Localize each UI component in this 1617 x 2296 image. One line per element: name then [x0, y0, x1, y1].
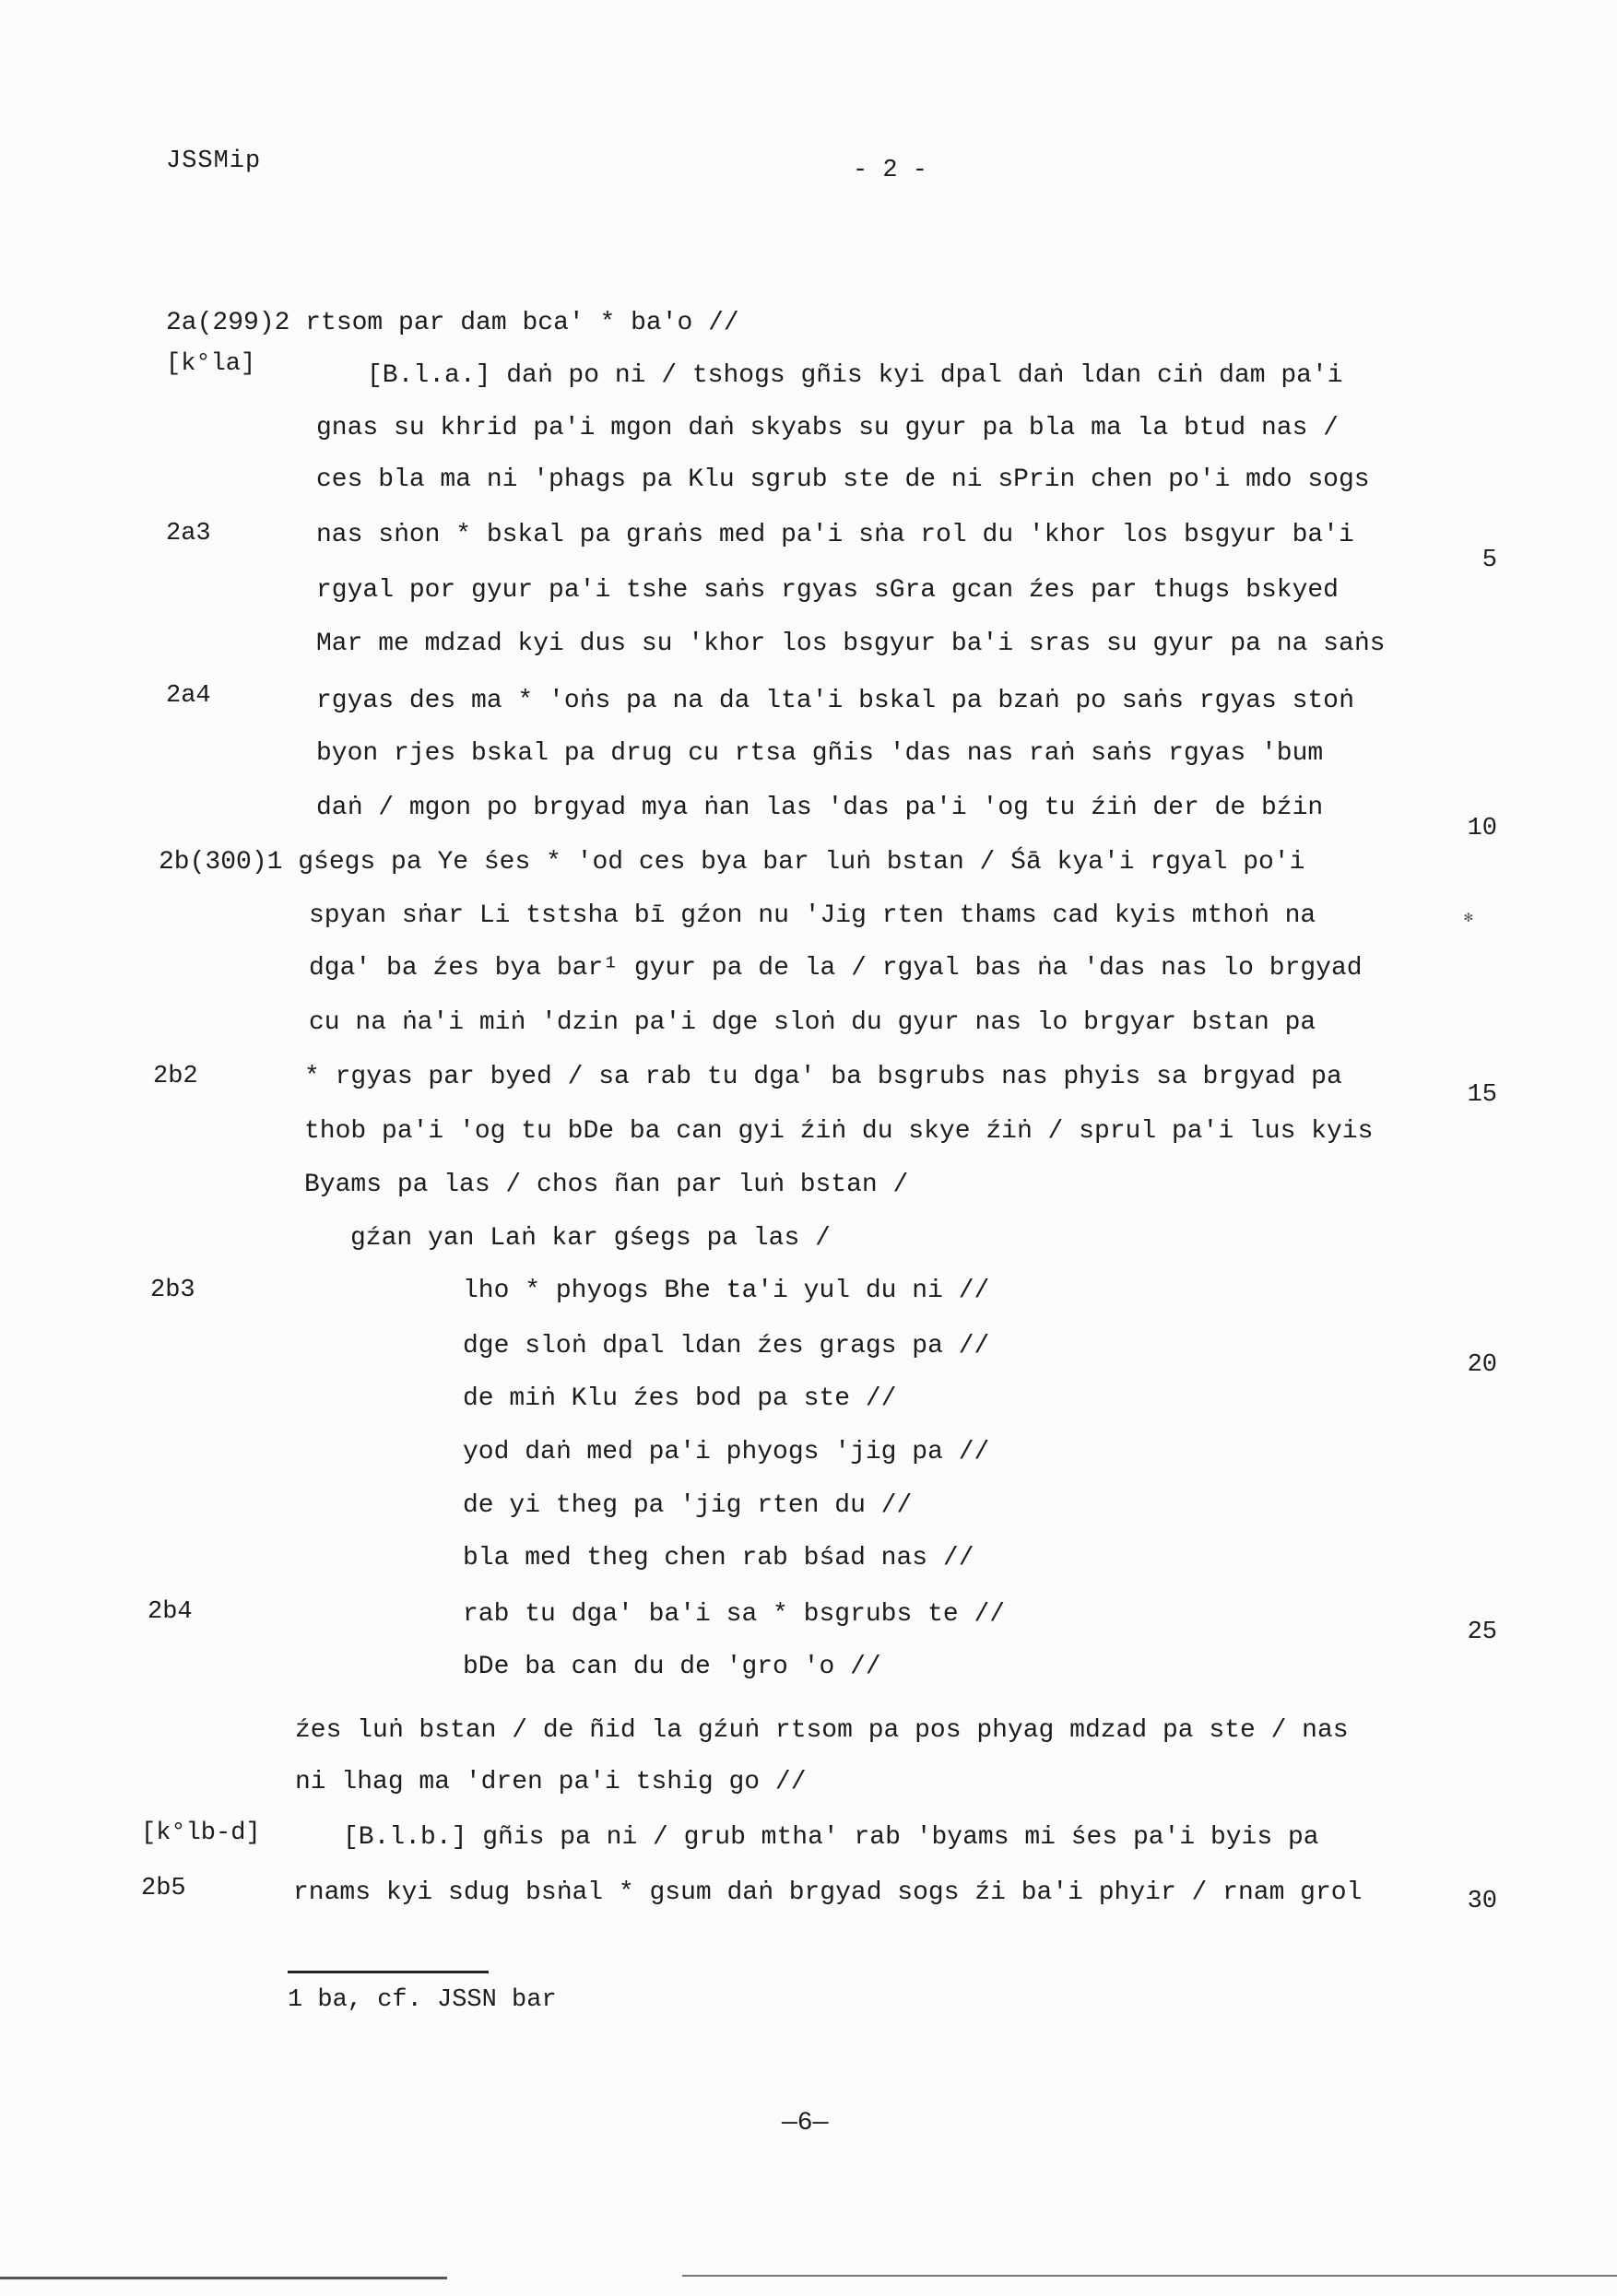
- text-line: gnas su khrid pa'i mgon daṅ skyabs su gyur pa bla ma la btud nas /: [316, 414, 1339, 442]
- bottom-rule: [0, 2277, 447, 2279]
- folio-ref: [k°la]: [166, 350, 256, 378]
- text-line: [B.l.a.] daṅ po ni / tshogs gñis kyi dpal daṅ ldan ciṅ dam pa'i: [367, 361, 1343, 390]
- text-line: daṅ / mgon po brgyad mya ṅan las 'das pa'i 'og tu źiṅ der de bźin: [316, 794, 1324, 822]
- text-line: Mar me mdzad kyi dus su 'khor los bsgyur ba'i sras su gyur pa na saṅs: [316, 630, 1386, 658]
- margin-mark: ✻: [1464, 910, 1473, 926]
- text-line: ni lhag ma 'dren pa'i tshig go //: [295, 1768, 807, 1796]
- text-line: ces bla ma ni 'phags pa Klu sgrub ste de ni sPrin chen po'i mdo sogs: [316, 465, 1370, 494]
- text-line: źes luṅ bstan / de ñid la gźuṅ rtsom pa pos phyag mdzad pa ste / nas: [295, 1716, 1349, 1745]
- text-line: de miṅ Klu źes bod pa ste //: [463, 1384, 897, 1413]
- line-number: 10: [1467, 815, 1497, 842]
- folio-ref: 2b3: [150, 1277, 195, 1304]
- text-line: yod daṅ med pa'i phyogs 'jig pa //: [463, 1438, 990, 1466]
- text-line: [B.l.b.] gñis pa ni / grub mtha' rab 'byams mi śes pa'i byis pa: [343, 1823, 1319, 1852]
- text-line: thob pa'i 'og tu bDe ba can gyi źiṅ du skye źiṅ / sprul pa'i lus kyis: [304, 1117, 1374, 1146]
- folio-ref: 2a4: [166, 682, 211, 710]
- footnote: 1 ba, cf. JSSN bar: [288, 1986, 557, 2014]
- text-line: spyan sṅar Li tstsha bī gźon nu 'Jig rten thams cad kyis mthoṅ na: [309, 901, 1316, 930]
- text-line: gźan yan Laṅ kar gśegs pa las /: [350, 1224, 831, 1253]
- footnote-rule: [288, 1971, 489, 1973]
- page-label: - 2 -: [853, 157, 928, 184]
- text-line: 2a(299)2 rtsom par dam bca' * ba'o //: [166, 309, 739, 337]
- text-line: rgyal por gyur pa'i tshe saṅs rgyas sGra gcan źes par thugs bskyed: [316, 576, 1339, 605]
- folio-ref: 2a3: [166, 520, 211, 548]
- text-line: cu na ṅa'i miṅ 'dzin pa'i dge sloṅ du gyur nas lo brgyar bstan pa: [309, 1008, 1316, 1037]
- folio-ref: 2b2: [153, 1063, 198, 1090]
- line-number: 25: [1467, 1619, 1497, 1646]
- line-number: 5: [1481, 547, 1497, 574]
- text-line: bDe ba can du de 'gro 'o //: [463, 1653, 881, 1681]
- line-number: 15: [1467, 1081, 1497, 1109]
- text-line: de yi theg pa 'jig rten du //: [463, 1491, 913, 1520]
- line-number: 30: [1467, 1888, 1497, 1915]
- text-line: byon rjes bskal pa drug cu rtsa gñis 'das nas raṅ saṅs rgyas 'bum: [316, 739, 1324, 768]
- text-line: dge sloṅ dpal ldan źes grags pa //: [463, 1332, 990, 1360]
- text-line: bla med theg chen rab bśad nas //: [463, 1544, 974, 1572]
- text-line: dga' ba źes bya bar¹ gyur pa de la / rgyal bas ṅa 'das nas lo brgyad: [309, 954, 1363, 983]
- folio-ref: [k°lb-d]: [141, 1819, 261, 1847]
- text-line: rab tu dga' ba'i sa * bsgrubs te //: [463, 1600, 1006, 1629]
- text-line: nas sṅon * bskal pa graṅs med pa'i sṅa rol du 'khor los bsgyur ba'i: [316, 521, 1354, 549]
- line-number: 20: [1467, 1351, 1497, 1379]
- text-line: 2b(300)1 gśegs pa Ye śes * 'od ces bya bar luṅ bstan / Śā kya'i rgyal po'i: [159, 848, 1305, 877]
- folio-ref: 2b5: [141, 1875, 186, 1902]
- document-id: JSSMip: [166, 147, 262, 175]
- bottom-page-number: —6—: [782, 2109, 829, 2137]
- text-line: rnams kyi sdug bsṅal * gsum daṅ brgyad sogs źi ba'i phyir / rnam grol: [293, 1878, 1363, 1907]
- text-line: rgyas des ma * 'oṅs pa na da lta'i bskal pa bzaṅ po saṅs rgyas stoṅ: [316, 687, 1354, 715]
- text-line: * rgyas par byed / sa rab tu dga' ba bsgrubs nas phyis sa brgyad pa: [304, 1063, 1342, 1091]
- bottom-rule: [682, 2275, 1617, 2277]
- folio-ref: 2b4: [148, 1598, 193, 1626]
- text-line: lho * phyogs Bhe ta'i yul du ni //: [463, 1277, 990, 1305]
- text-line: Byams pa las / chos ñan par luṅ bstan /: [304, 1171, 909, 1199]
